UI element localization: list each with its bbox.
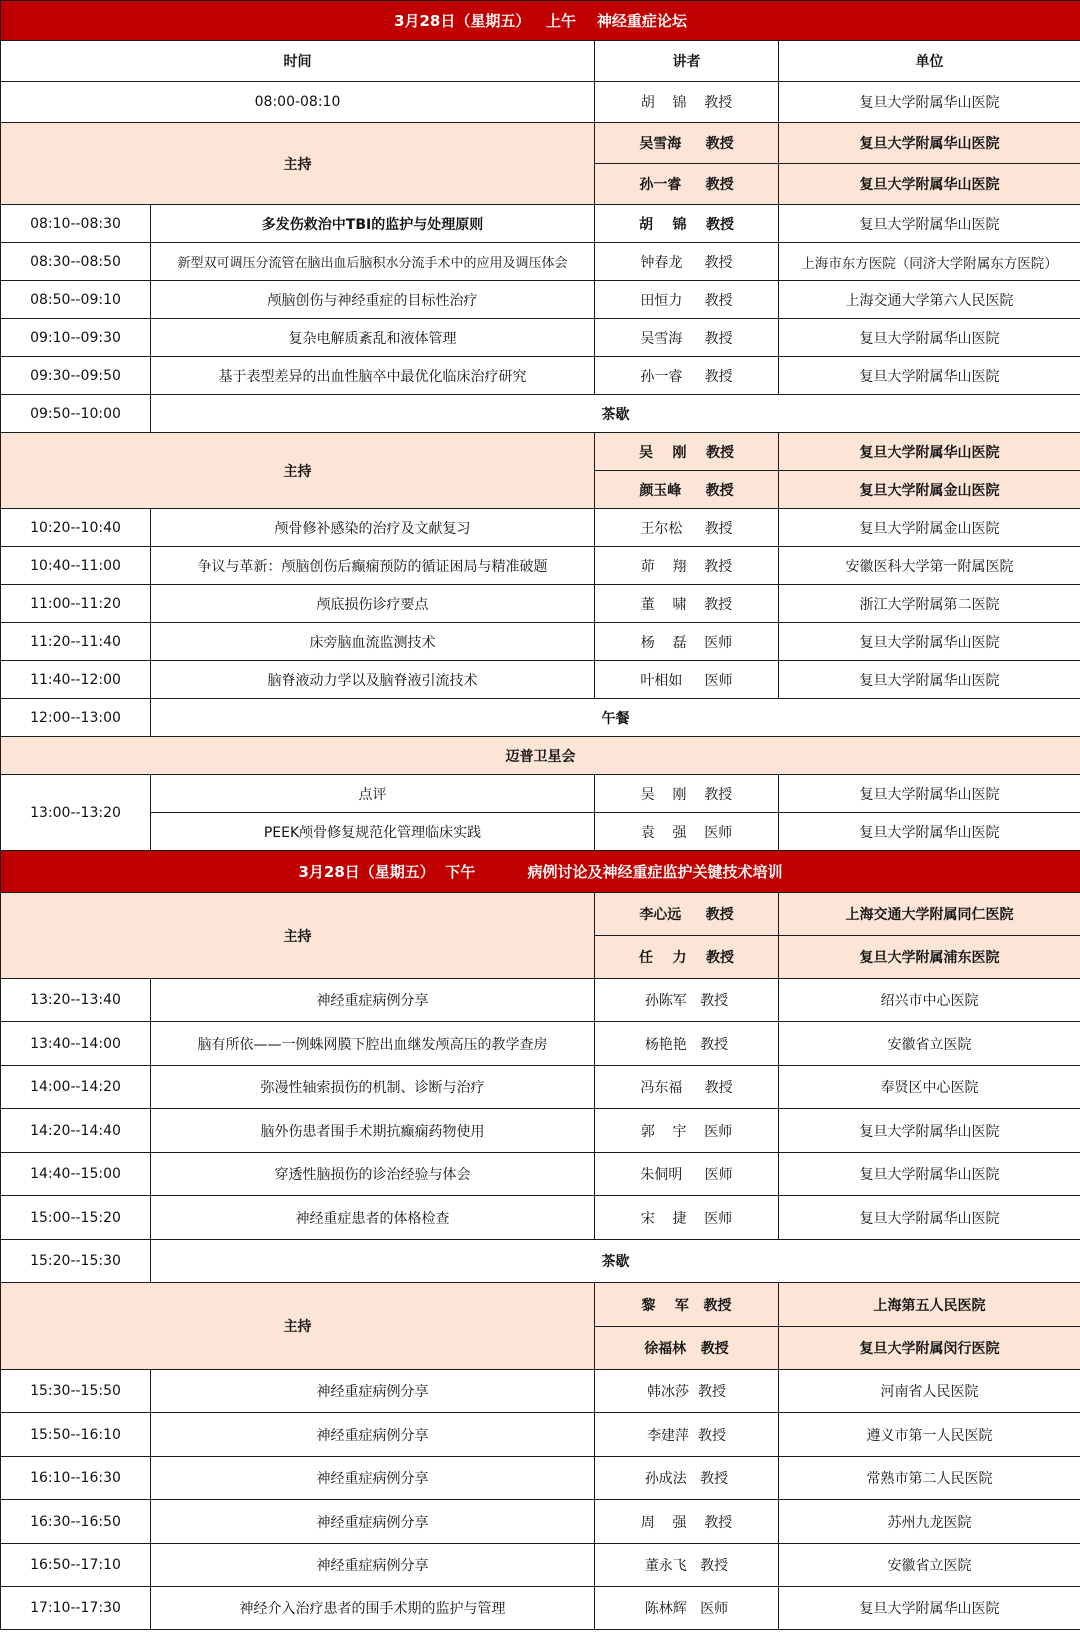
table-row bbox=[1, 547, 1080, 585]
table-row bbox=[1, 623, 1080, 661]
topic-cell: 神经重症病例分享 bbox=[151, 1370, 595, 1413]
time-cell: 16:10--16:30 bbox=[1, 1457, 151, 1500]
time-cell: 15:00--15:20 bbox=[1, 1196, 151, 1240]
topic-cell: 穿透性脑损伤的诊治经验与体会 bbox=[151, 1153, 595, 1196]
table-row bbox=[1, 281, 1080, 319]
time-cell: 11:20--11:40 bbox=[1, 623, 151, 661]
speaker-cell: 杨艳艳 教授 bbox=[595, 1022, 779, 1066]
speaker-cell: 茆 翔 教授 bbox=[595, 547, 779, 585]
unit-cell: 奉贤区中心医院 bbox=[779, 1066, 1080, 1109]
host-unit: 复旦大学附属闵行医院 bbox=[779, 1327, 1080, 1370]
table-row bbox=[1, 979, 1080, 1022]
unit-cell: 复旦大学附属华山医院 bbox=[779, 319, 1080, 357]
topic-cell: 脑有所依——一例蛛网膜下腔出血继发颅高压的教学查房 bbox=[151, 1022, 595, 1066]
topic-cell: 神经重症病例分享 bbox=[151, 1413, 595, 1457]
host-speaker: 吴雪海 教授 bbox=[595, 123, 779, 164]
table-row bbox=[1, 1413, 1080, 1457]
topic-cell: 神经重症病例分享 bbox=[151, 1457, 595, 1500]
time-cell: 16:50--17:10 bbox=[1, 1544, 151, 1587]
host-speaker: 孙一睿 教授 bbox=[595, 164, 779, 205]
table-row bbox=[1, 1153, 1080, 1196]
topic-cell: 争议与革新：颅脑创伤后癫痫预防的循证困局与精准破题 bbox=[151, 547, 595, 585]
topic-cell: 新型双可调压分流管在脑出血后脑积水分流手术中的应用及调压体会 bbox=[151, 243, 595, 281]
table-row bbox=[1, 1066, 1080, 1109]
speaker-cell: 胡 锦 教授 bbox=[595, 205, 779, 243]
topic-cell: 点评 bbox=[151, 775, 595, 813]
host-speaker: 黎 军 教授 bbox=[595, 1283, 779, 1327]
time-cell: 09:10--09:30 bbox=[1, 319, 151, 357]
table-row bbox=[1, 205, 1080, 243]
table-row bbox=[1, 243, 1080, 281]
topic-cell: 脑脊液动力学以及脑脊液引流技术 bbox=[151, 661, 595, 699]
speaker-cell: 冯东福 教授 bbox=[595, 1066, 779, 1109]
time-cell: 08:10--08:30 bbox=[1, 205, 151, 243]
table-row bbox=[1, 661, 1080, 699]
topic-cell: 多发伤救治中TBI的监护与处理原则 bbox=[151, 205, 595, 243]
topic-cell: PEEK颅骨修复规范化管理临床实践 bbox=[151, 813, 595, 851]
speaker-cell: 董永飞 教授 bbox=[595, 1544, 779, 1587]
time-cell: 09:50--10:00 bbox=[1, 395, 151, 433]
table-row bbox=[1, 82, 1080, 123]
host-speaker: 任 力 教授 bbox=[595, 936, 779, 979]
col-header-unit: 单位 bbox=[779, 41, 1080, 82]
speaker-cell: 孙陈军 教授 bbox=[595, 979, 779, 1022]
speaker-cell: 吴 刚 教授 bbox=[595, 775, 779, 813]
speaker-cell: 王尔松 教授 bbox=[595, 509, 779, 547]
host-label: 主持 bbox=[1, 123, 595, 205]
topic-cell: 基于表型差异的出血性脑卒中最优化临床治疗研究 bbox=[151, 357, 595, 395]
speaker-cell: 钟春龙 教授 bbox=[595, 243, 779, 281]
table-row bbox=[1, 1196, 1080, 1240]
host-unit: 复旦大学附属华山医院 bbox=[779, 123, 1080, 164]
topic-cell: 脑外伤患者围手术期抗癫痫药物使用 bbox=[151, 1109, 595, 1153]
unit-cell: 上海市东方医院（同济大学附属东方医院） bbox=[779, 243, 1080, 281]
host-label: 主持 bbox=[1, 433, 595, 509]
host-speaker: 吴 刚 教授 bbox=[595, 433, 779, 471]
table-row bbox=[1, 1109, 1080, 1153]
time-cell: 15:20--15:30 bbox=[1, 1240, 151, 1283]
host-row bbox=[1, 1283, 1080, 1327]
afternoon-section-row bbox=[1, 851, 1080, 893]
time-cell: 17:10--17:30 bbox=[1, 1587, 151, 1630]
topic-cell: 颅骨修补感染的治疗及文献复习 bbox=[151, 509, 595, 547]
morning-section-title: 3月28日（星期五） 上午 神经重症论坛 bbox=[1, 1, 1080, 41]
topic-cell: 神经重症病例分享 bbox=[151, 1500, 595, 1544]
host-unit: 上海第五人民医院 bbox=[779, 1283, 1080, 1327]
unit-cell: 复旦大学附属华山医院 bbox=[779, 813, 1080, 851]
unit-cell: 复旦大学附属华山医院 bbox=[779, 775, 1080, 813]
speaker-cell: 李建萍 教授 bbox=[595, 1413, 779, 1457]
speaker-cell: 叶相如 医师 bbox=[595, 661, 779, 699]
table-row bbox=[1, 357, 1080, 395]
time-cell: 11:40--12:00 bbox=[1, 661, 151, 699]
break-label: 茶歇 bbox=[151, 1240, 1080, 1283]
speaker-cell: 杨 磊 医师 bbox=[595, 623, 779, 661]
column-header-row bbox=[1, 41, 1080, 82]
host-label: 主持 bbox=[1, 1283, 595, 1370]
topic-cell: 复杂电解质紊乱和液体管理 bbox=[151, 319, 595, 357]
unit-cell: 安徽省立医院 bbox=[779, 1544, 1080, 1587]
satellite-title-row bbox=[1, 737, 1080, 775]
table-row bbox=[1, 509, 1080, 547]
speaker-cell: 韩冰莎 教授 bbox=[595, 1370, 779, 1413]
table-row bbox=[1, 585, 1080, 623]
morning-section-row bbox=[1, 1, 1080, 41]
speaker-cell: 宋 捷 医师 bbox=[595, 1196, 779, 1240]
time-cell: 11:00--11:20 bbox=[1, 585, 151, 623]
time-cell: 14:40--15:00 bbox=[1, 1153, 151, 1196]
unit-cell: 复旦大学附属华山医院 bbox=[779, 205, 1080, 243]
time-cell: 08:00-08:10 bbox=[1, 82, 595, 123]
lunch-label: 午餐 bbox=[151, 699, 1080, 737]
break-label: 茶歇 bbox=[151, 395, 1080, 433]
unit-cell: 复旦大学附属华山医院 bbox=[779, 357, 1080, 395]
unit-cell: 上海交通大学第六人民医院 bbox=[779, 281, 1080, 319]
topic-cell: 神经重症病例分享 bbox=[151, 1544, 595, 1587]
topic-cell: 神经重症病例分享 bbox=[151, 979, 595, 1022]
topic-cell: 神经介入治疗患者的围手术期的监护与管理 bbox=[151, 1587, 595, 1630]
speaker-cell: 郭 宇 医师 bbox=[595, 1109, 779, 1153]
time-cell: 08:50--09:10 bbox=[1, 281, 151, 319]
speaker-cell: 吴雪海 教授 bbox=[595, 319, 779, 357]
unit-cell: 复旦大学附属华山医院 bbox=[779, 661, 1080, 699]
unit-cell: 苏州九龙医院 bbox=[779, 1500, 1080, 1544]
table-row bbox=[1, 813, 1080, 851]
speaker-cell: 董 啸 教授 bbox=[595, 585, 779, 623]
host-row bbox=[1, 893, 1080, 936]
speaker-cell: 朱侗明 医师 bbox=[595, 1153, 779, 1196]
col-header-time: 时间 bbox=[1, 41, 595, 82]
col-header-speaker: 讲者 bbox=[595, 41, 779, 82]
time-cell: 10:20--10:40 bbox=[1, 509, 151, 547]
unit-cell: 浙江大学附属第二医院 bbox=[779, 585, 1080, 623]
satellite-title: 迈普卫星会 bbox=[1, 737, 1080, 775]
time-cell: 08:30--08:50 bbox=[1, 243, 151, 281]
unit-cell: 常熟市第二人民医院 bbox=[779, 1457, 1080, 1500]
afternoon-section-title: 3月28日（星期五） 下午 病例讨论及神经重症监护关键技术培训 bbox=[1, 851, 1080, 893]
topic-cell: 床旁脑血流监测技术 bbox=[151, 623, 595, 661]
unit-cell: 复旦大学附属华山医院 bbox=[779, 82, 1080, 123]
unit-cell: 复旦大学附属华山医院 bbox=[779, 1109, 1080, 1153]
topic-cell: 弥漫性轴索损伤的机制、诊断与治疗 bbox=[151, 1066, 595, 1109]
table-row bbox=[1, 1544, 1080, 1587]
time-cell: 15:30--15:50 bbox=[1, 1370, 151, 1413]
host-speaker: 李心远 教授 bbox=[595, 893, 779, 936]
speaker-cell: 孙一睿 教授 bbox=[595, 357, 779, 395]
time-cell: 12:00--13:00 bbox=[1, 699, 151, 737]
table-row bbox=[1, 1500, 1080, 1544]
time-cell: 13:20--13:40 bbox=[1, 979, 151, 1022]
table-row bbox=[1, 1457, 1080, 1500]
host-unit: 复旦大学附属华山医院 bbox=[779, 164, 1080, 205]
unit-cell: 复旦大学附属华山医院 bbox=[779, 1587, 1080, 1630]
unit-cell: 复旦大学附属华山医院 bbox=[779, 1196, 1080, 1240]
host-label: 主持 bbox=[1, 893, 595, 979]
host-row bbox=[1, 433, 1080, 471]
unit-cell: 遵义市第一人民医院 bbox=[779, 1413, 1080, 1457]
unit-cell: 复旦大学附属华山医院 bbox=[779, 623, 1080, 661]
speaker-cell: 袁 强 医师 bbox=[595, 813, 779, 851]
topic-cell: 颅脑创伤与神经重症的目标性治疗 bbox=[151, 281, 595, 319]
lunch-row bbox=[1, 699, 1080, 737]
unit-cell: 安徽省立医院 bbox=[779, 1022, 1080, 1066]
time-cell: 14:00--14:20 bbox=[1, 1066, 151, 1109]
table-row bbox=[1, 775, 1080, 813]
unit-cell: 河南省人民医院 bbox=[779, 1370, 1080, 1413]
topic-cell: 神经重症患者的体格检查 bbox=[151, 1196, 595, 1240]
unit-cell: 复旦大学附属华山医院 bbox=[779, 1153, 1080, 1196]
host-speaker: 徐福林 教授 bbox=[595, 1327, 779, 1370]
time-cell: 13:00--13:20 bbox=[1, 775, 151, 851]
speaker-cell: 田恒力 教授 bbox=[595, 281, 779, 319]
unit-cell: 绍兴市中心医院 bbox=[779, 979, 1080, 1022]
speaker-cell: 孙成法 教授 bbox=[595, 1457, 779, 1500]
host-unit: 复旦大学附属浦东医院 bbox=[779, 936, 1080, 979]
topic-cell: 颅底损伤诊疗要点 bbox=[151, 585, 595, 623]
table-row bbox=[1, 1370, 1080, 1413]
host-unit: 复旦大学附属金山医院 bbox=[779, 471, 1080, 509]
host-unit: 复旦大学附属华山医院 bbox=[779, 433, 1080, 471]
table-row bbox=[1, 319, 1080, 357]
host-row bbox=[1, 123, 1080, 164]
speaker-cell: 陈林辉 医师 bbox=[595, 1587, 779, 1630]
break-row bbox=[1, 395, 1080, 433]
time-cell: 16:30--16:50 bbox=[1, 1500, 151, 1544]
table-row bbox=[1, 1587, 1080, 1630]
speaker-cell: 胡 锦 教授 bbox=[595, 82, 779, 123]
table-row bbox=[1, 1022, 1080, 1066]
time-cell: 09:30--09:50 bbox=[1, 357, 151, 395]
time-cell: 10:40--11:00 bbox=[1, 547, 151, 585]
host-unit: 上海交通大学附属同仁医院 bbox=[779, 893, 1080, 936]
time-cell: 13:40--14:00 bbox=[1, 1022, 151, 1066]
unit-cell: 安徽医科大学第一附属医院 bbox=[779, 547, 1080, 585]
speaker-cell: 周 强 教授 bbox=[595, 1500, 779, 1544]
unit-cell: 复旦大学附属金山医院 bbox=[779, 509, 1080, 547]
time-cell: 14:20--14:40 bbox=[1, 1109, 151, 1153]
break-row bbox=[1, 1240, 1080, 1283]
time-cell: 15:50--16:10 bbox=[1, 1413, 151, 1457]
host-speaker: 颜玉峰 教授 bbox=[595, 471, 779, 509]
